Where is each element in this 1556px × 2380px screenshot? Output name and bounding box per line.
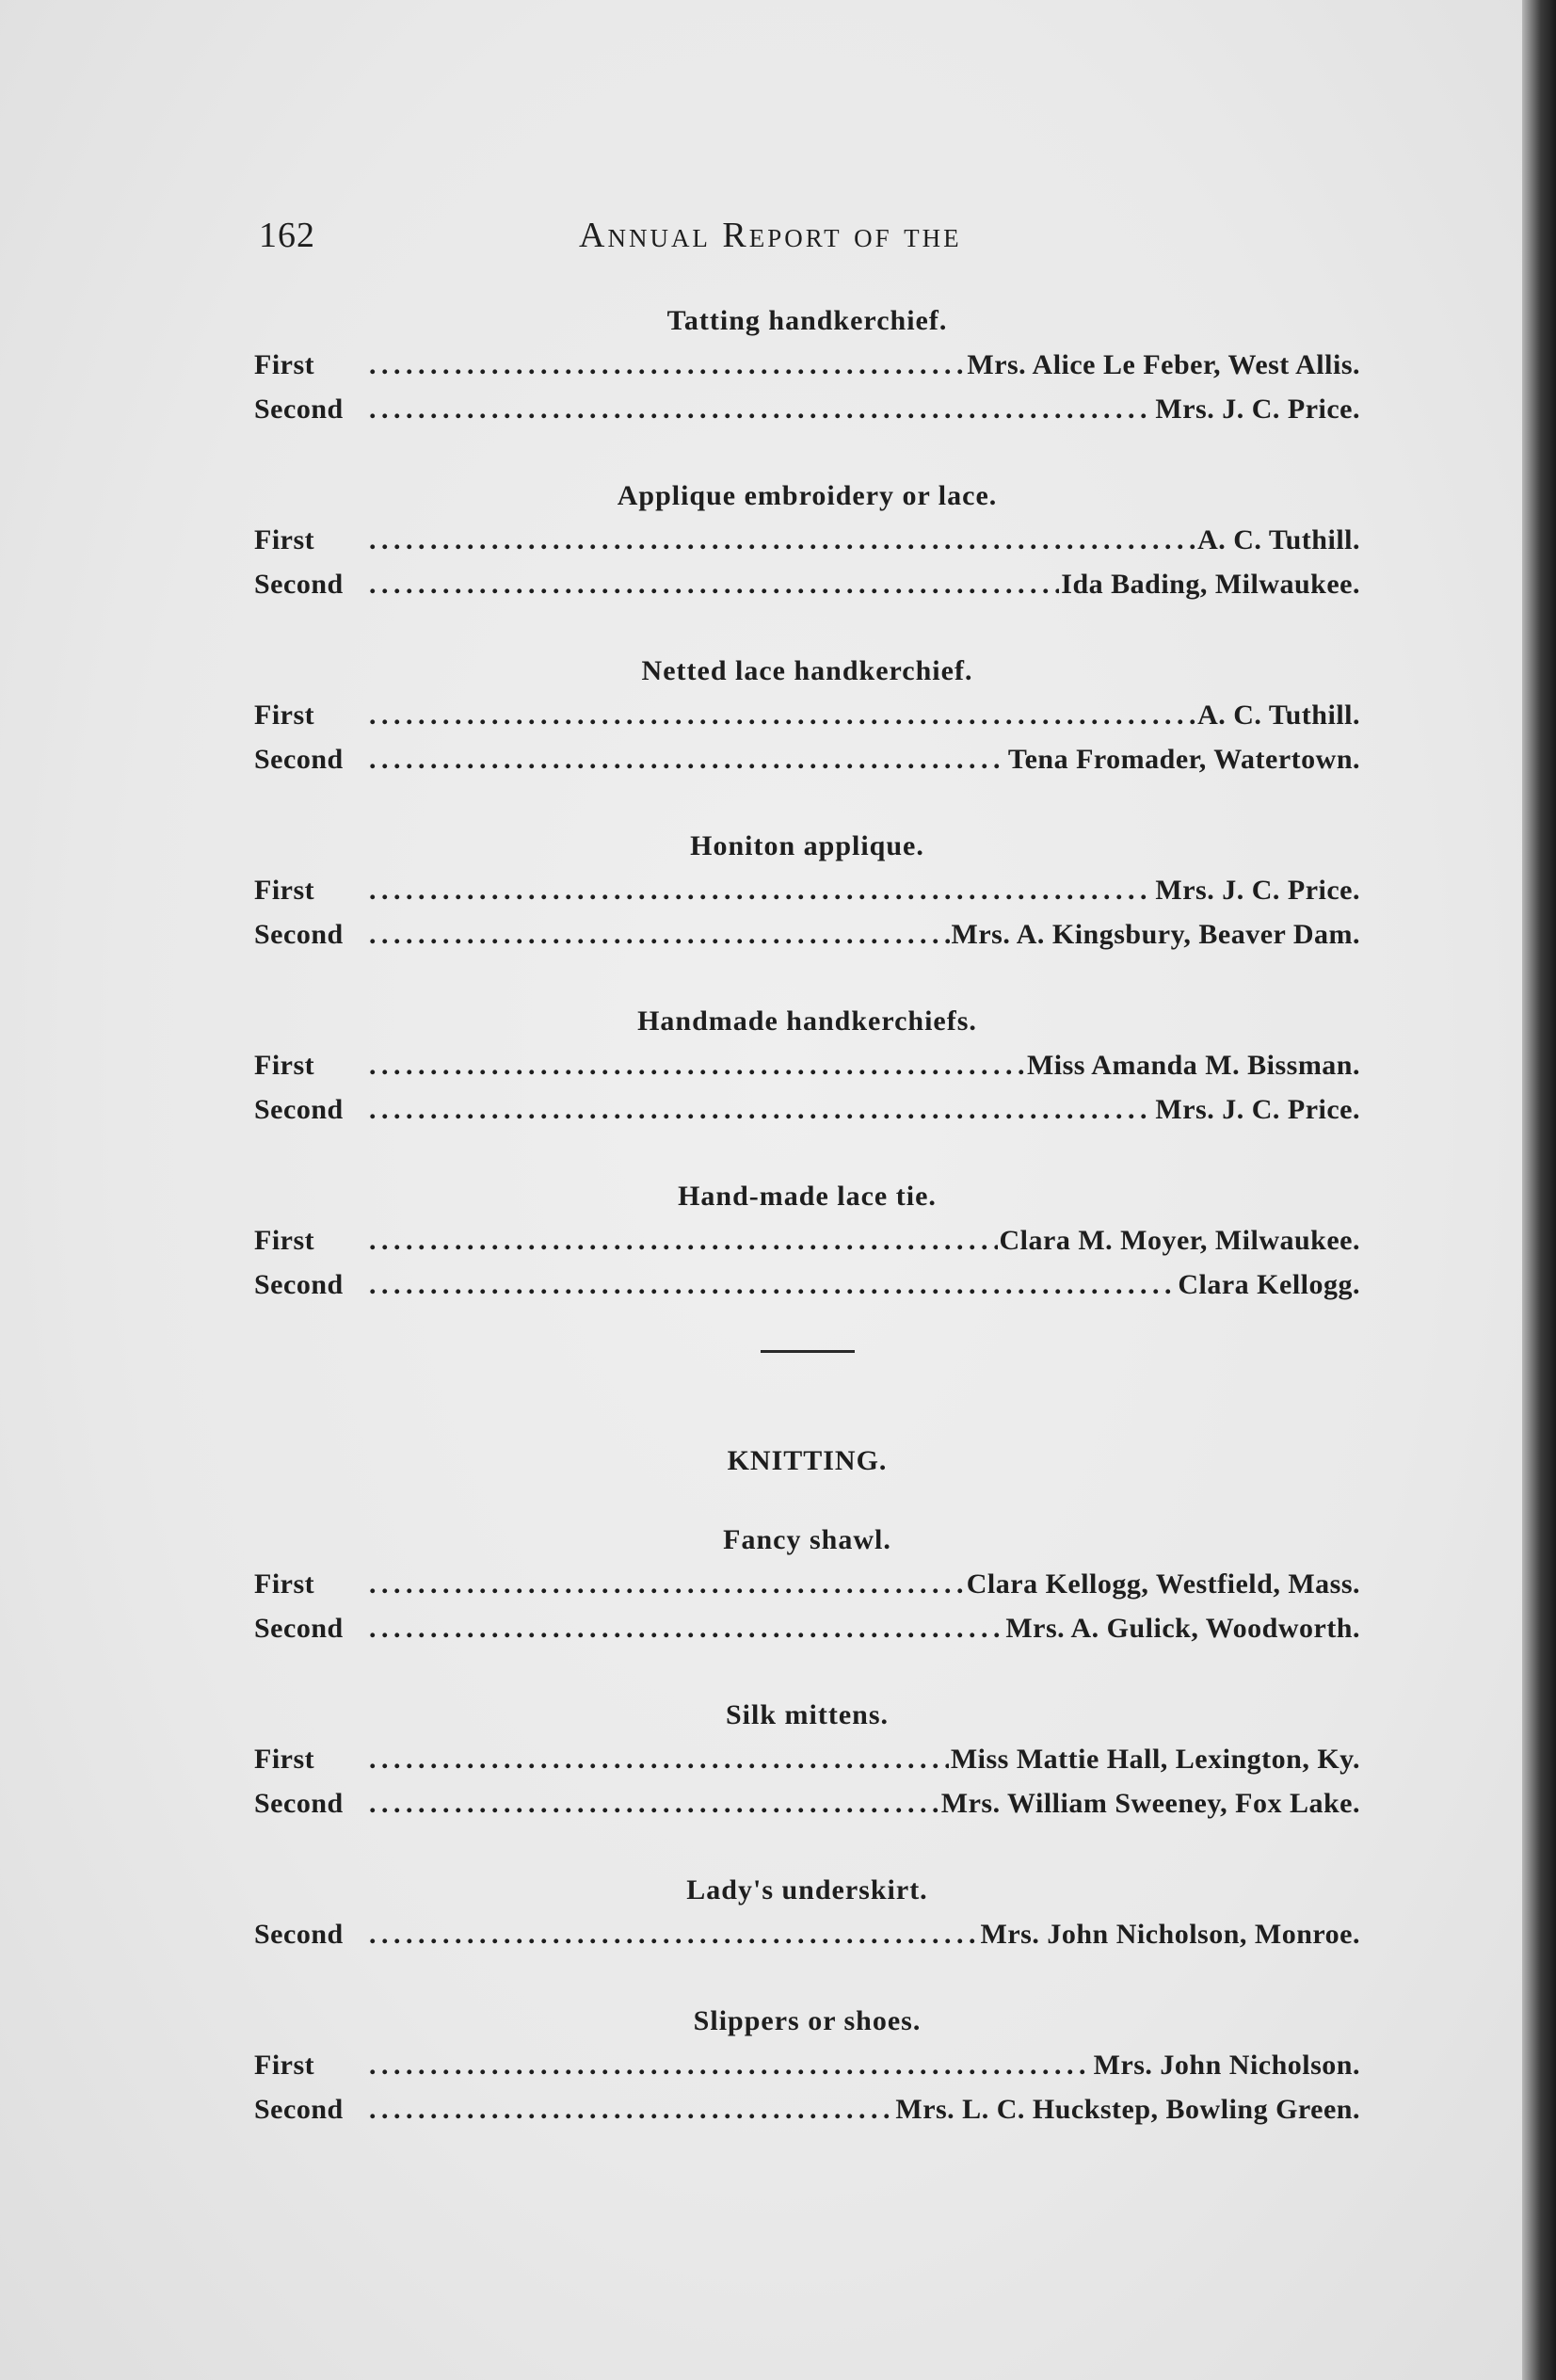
award-entry — [254, 2087, 1360, 2131]
award-place: First — [254, 1744, 315, 1775]
award-entry — [254, 1562, 1360, 1606]
award-group — [254, 825, 1360, 957]
award-entry — [254, 1912, 1360, 1956]
knitting-groups — [254, 1519, 1360, 2131]
award-group — [254, 650, 1360, 781]
dot-leader — [369, 737, 1006, 781]
award-entry — [254, 518, 1360, 562]
dot-leader — [369, 912, 950, 957]
group-title: Applique embroidery or lace. — [617, 480, 998, 511]
award-entry — [254, 387, 1360, 431]
award-entry — [254, 912, 1360, 957]
award-place: Second — [254, 394, 344, 425]
award-place: Second — [254, 1613, 344, 1644]
award-entry — [254, 693, 1360, 737]
award-group — [254, 2000, 1360, 2131]
award-winner: Miss Amanda M. Bissman. — [1026, 1050, 1360, 1081]
group-title: Lady's underskirt. — [686, 1874, 928, 1906]
award-entry — [254, 2043, 1360, 2087]
dot-leader — [369, 1912, 979, 1956]
group-title: Honiton applique. — [690, 830, 924, 861]
award-place: First — [254, 700, 315, 731]
award-place: Second — [254, 2094, 344, 2125]
group-title: Slippers or shoes. — [693, 2005, 922, 2036]
page-number: 162 — [259, 216, 315, 255]
award-entry — [254, 868, 1360, 912]
award-group — [254, 1869, 1360, 1956]
award-place: First — [254, 524, 315, 555]
dot-leader — [369, 1262, 1176, 1307]
award-place: Second — [254, 744, 344, 775]
award-entry — [254, 737, 1360, 781]
dot-leader — [369, 1218, 998, 1262]
award-winner: A. C. Tuthill. — [1197, 700, 1360, 731]
award-place: Second — [254, 1919, 344, 1950]
award-place: First — [254, 1568, 315, 1600]
award-group — [254, 1175, 1360, 1307]
award-place: Second — [254, 1269, 344, 1300]
award-entry — [254, 1043, 1360, 1087]
award-place: Second — [254, 919, 344, 950]
page-edge-shadow — [1522, 0, 1556, 2380]
award-winner: Mrs. J. C. Price. — [1155, 875, 1360, 906]
award-winner: A. C. Tuthill. — [1197, 524, 1360, 555]
award-winner: Clara Kellogg, Westfield, Mass. — [966, 1568, 1360, 1600]
award-entry — [254, 1781, 1360, 1825]
lace-groups — [254, 299, 1360, 1307]
award-winner: Mrs. William Sweeney, Fox Lake. — [940, 1788, 1360, 1819]
award-place: First — [254, 1225, 315, 1256]
group-title: Hand-made lace tie. — [678, 1181, 937, 1212]
award-winner: Clara M. Moyer, Milwaukee. — [999, 1225, 1360, 1256]
award-entry — [254, 1262, 1360, 1307]
award-winner: Mrs. J. C. Price. — [1155, 1094, 1360, 1125]
dot-leader — [369, 868, 1153, 912]
award-place: First — [254, 349, 315, 380]
dot-leader — [369, 2087, 893, 2131]
award-group — [254, 1000, 1360, 1132]
award-group — [254, 1519, 1360, 1650]
award-entry — [254, 1606, 1360, 1650]
award-place: First — [254, 1050, 315, 1081]
award-group — [254, 1694, 1360, 1825]
award-winner: Mrs. Alice Le Feber, West Allis. — [967, 349, 1360, 380]
dot-leader — [369, 1737, 949, 1781]
group-title: Fancy shawl. — [723, 1524, 891, 1555]
dot-leader — [369, 1562, 965, 1606]
premium-list — [254, 299, 1360, 2175]
dot-leader — [369, 693, 1195, 737]
award-winner: Tena Fromader, Watertown. — [1007, 744, 1360, 775]
award-winner: Miss Mattie Hall, Lexington, Ky. — [950, 1744, 1360, 1775]
dot-leader — [369, 1043, 1025, 1087]
dot-leader — [369, 1781, 939, 1825]
award-entry — [254, 1737, 1360, 1781]
award-group — [254, 474, 1360, 606]
award-winner: Mrs. A. Gulick, Woodworth. — [1005, 1613, 1360, 1644]
section-divider — [761, 1350, 855, 1353]
group-title: Handmade handkerchiefs. — [637, 1005, 977, 1037]
dot-leader — [369, 518, 1195, 562]
award-entry — [254, 1087, 1360, 1132]
award-winner: Clara Kellogg. — [1178, 1269, 1360, 1300]
group-title: Tatting handkerchief. — [666, 305, 948, 336]
award-group — [254, 299, 1360, 431]
dot-leader — [369, 1087, 1153, 1132]
award-winner: Mrs. L. C. Huckstep, Bowling Green. — [895, 2094, 1360, 2125]
dot-leader — [369, 562, 1059, 606]
award-winner: Mrs. J. C. Price. — [1155, 394, 1360, 425]
award-entry — [254, 1218, 1360, 1262]
award-place: Second — [254, 1094, 344, 1125]
dot-leader — [369, 343, 965, 387]
award-winner: Mrs. A. Kingsbury, Beaver Dam. — [951, 919, 1360, 950]
dot-leader — [369, 1606, 1003, 1650]
award-winner: Mrs. John Nicholson. — [1093, 2050, 1360, 2081]
award-place: First — [254, 2050, 315, 2081]
award-place: Second — [254, 569, 344, 600]
award-winner: Ida Bading, Milwaukee. — [1061, 569, 1360, 600]
award-place: First — [254, 875, 315, 906]
award-entry — [254, 562, 1360, 606]
section-heading: KNITTING. — [727, 1445, 888, 1476]
page-header — [259, 215, 1360, 271]
award-winner: Mrs. John Nicholson, Monroe. — [980, 1919, 1360, 1950]
dot-leader — [369, 387, 1153, 431]
award-place: Second — [254, 1788, 344, 1819]
group-title: Silk mittens. — [725, 1699, 890, 1730]
running-head: Annual Report of the — [579, 216, 962, 255]
award-entry — [254, 343, 1360, 387]
dot-leader — [369, 2043, 1092, 2087]
group-title: Netted lace handkerchief. — [641, 655, 973, 686]
